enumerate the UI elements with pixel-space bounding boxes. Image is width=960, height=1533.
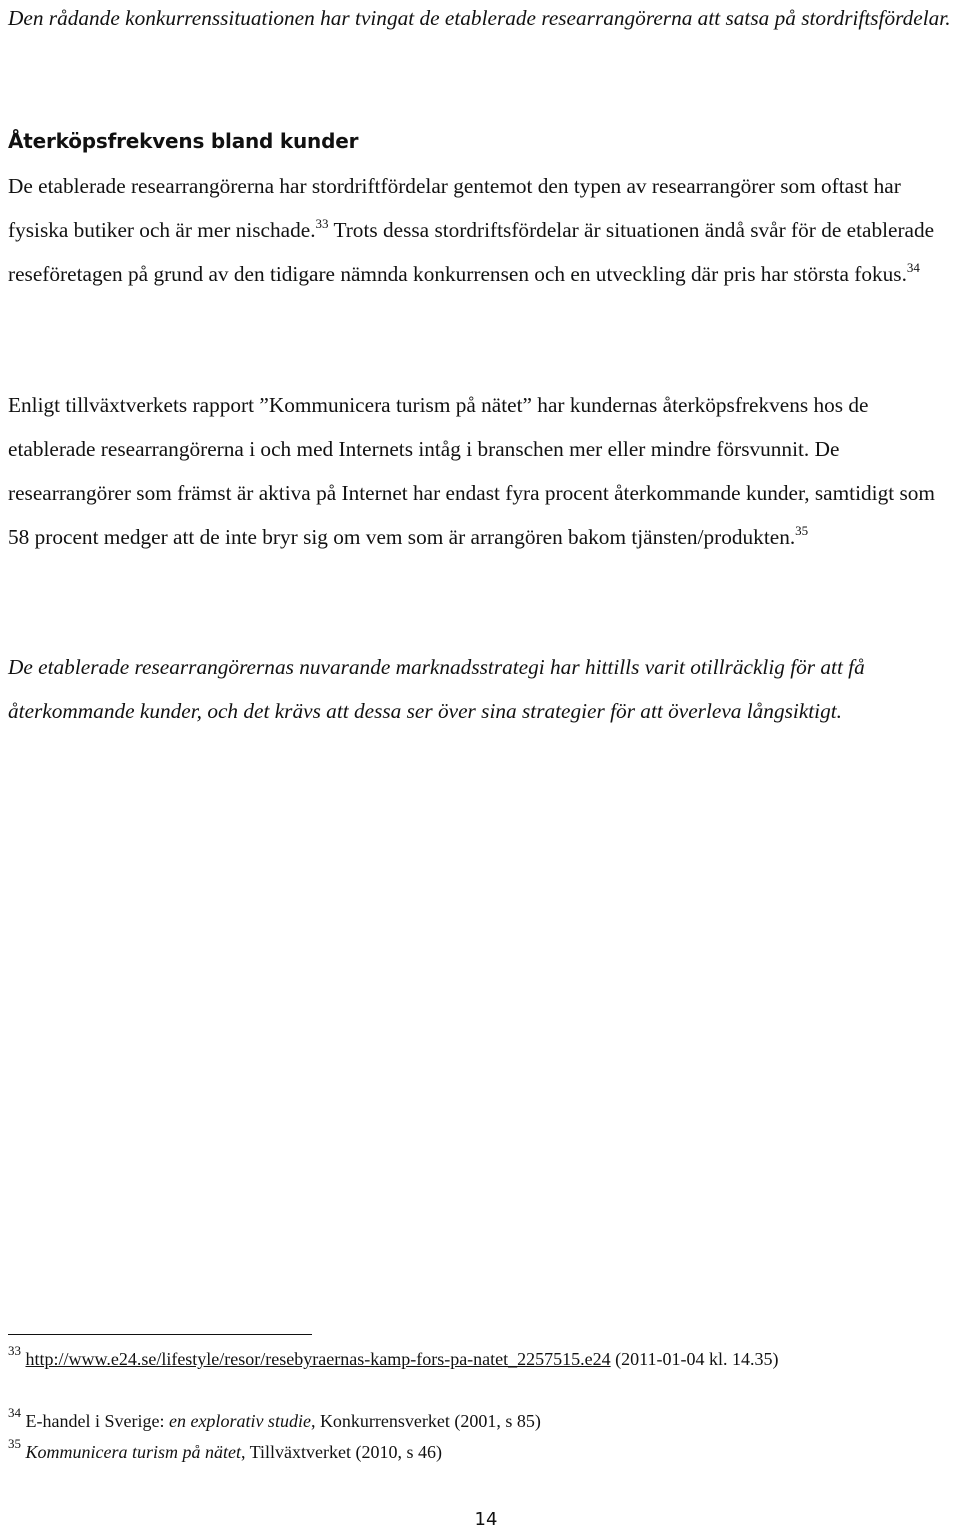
footnote-number: 34 bbox=[8, 1405, 21, 1420]
footnote-number: 33 bbox=[8, 1343, 21, 1358]
paragraph-text-a: De etablerade researrangörerna har stordriftfördelar gentemot den typen av researrangörer som oftast har fysiska butiker och är mer nischade. bbox=[8, 174, 901, 242]
footnote-ref-33[interactable]: 33 bbox=[315, 216, 329, 231]
paragraph-stordrift bbox=[8, 164, 956, 296]
page-number: 14 bbox=[474, 1509, 498, 1530]
footnote-link[interactable]: http://www.e24.se/lifestyle/resor/resebyraernas-kamp-fors-pa-natet_2257515.e24 bbox=[25, 1349, 611, 1369]
footnote-ref-35[interactable]: 35 bbox=[795, 523, 809, 538]
footnote-number: 35 bbox=[8, 1436, 21, 1451]
footnote-text: , Tillväxtverket (2010, s 46) bbox=[241, 1442, 442, 1462]
intro-paragraph bbox=[8, 0, 956, 40]
paragraph-text: Enligt tillväxtverkets rapport ”Kommunicera turism på nätet” har kundernas återköpsfrekvens hos de etablerade researrangörerna i och med Internets intåg i branschen mer eller mindre försvunnit. De researrangörer som främst är aktiva på Internet har endast fyra procent återkommande kunder, samtidigt som 58 procent medger att de inte bryr sig om vem som är arrangören bakom tjänsten/produkten. bbox=[8, 393, 935, 549]
footnote-divider bbox=[8, 1334, 312, 1335]
footnote-text: , Konkurrensverket (2001, s 85) bbox=[310, 1411, 541, 1431]
footnote-ref-34[interactable]: 34 bbox=[906, 260, 920, 275]
conclusion-text: De etablerade researrangörernas nuvarande marknadsstrategi har hittills varit otillräcklig för att få återkommande kunder, och det krävs att dessa ser över sina strategier för att överleva långsiktigt. bbox=[8, 655, 865, 723]
section-heading: Återköpsfrekvens bland kunder bbox=[8, 129, 359, 153]
footnote-title: en explorativ studie bbox=[168, 1411, 311, 1431]
footnote-35 bbox=[8, 1436, 442, 1464]
footnote-text: E-handel i Sverige: bbox=[25, 1411, 169, 1431]
paragraph-aterkop bbox=[8, 383, 956, 559]
footnote-34 bbox=[8, 1405, 541, 1433]
footnote-text: (2011-01-04 kl. 14.35) bbox=[610, 1349, 779, 1369]
footnote-33 bbox=[8, 1343, 779, 1371]
conclusion-paragraph bbox=[8, 645, 956, 733]
intro-text: Den rådande konkurrenssituationen har tvingat de etablerade researrangörerna att satsa på stordriftsfördelar. bbox=[8, 6, 951, 30]
paragraph-text-b: Trots dessa stordriftsfördelar är situationen ändå svår för de etablerade reseföretagen på grund av den tidigare nämnda konkurrensen och en utveckling där pris har största fokus. bbox=[8, 218, 935, 286]
footnote-title: Kommunicera turism på nätet bbox=[25, 1442, 241, 1462]
